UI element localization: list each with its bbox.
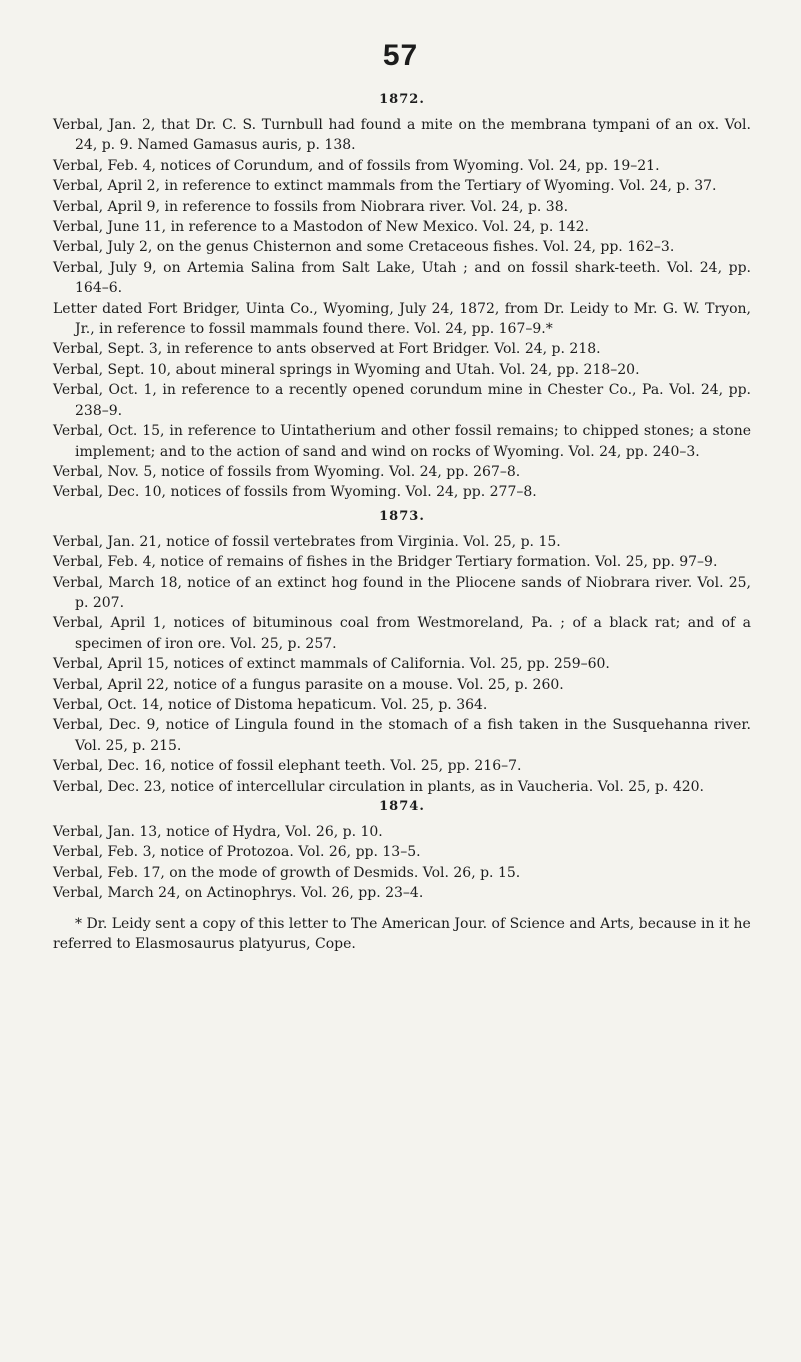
page-content [53, 90, 751, 954]
entry: Verbal, July 9, on Artemia Salina from Salt Lake, Utah ; and on fossil shark-teeth. Vol. 24, pp. 164–6. [53, 259, 751, 297]
entry: Verbal, Feb. 3, notice of Protozoa. Vol. 26, pp. 13–5. [53, 844, 421, 861]
entry: Verbal, April 2, in reference to extinct mammals from the Tertiary of Wyoming. Vol. 24, p. 37. [53, 178, 717, 195]
entry: Verbal, April 15, notices of extinct mammals of California. Vol. 25, pp. 259–60. [53, 656, 610, 673]
year-heading-1872: 1872. [379, 92, 425, 107]
entry: Verbal, Dec. 10, notices of fossils from Wyoming. Vol. 24, pp. 277–8. [53, 484, 537, 501]
entry: Verbal, Jan. 13, notice of Hydra, Vol. 26, p. 10. [53, 824, 383, 840]
entry: Verbal, Sept. 3, in reference to ants observed at Fort Bridger. Vol. 24, p. 218. [53, 341, 601, 358]
entry: Verbal, Dec. 23, notice of intercellular circulation in plants, as in Vaucheria. Vol. 25, p. 420. [53, 778, 705, 795]
entry: Verbal, July 2, on the genus Chisternon and some Cretaceous fishes. Vol. 24, pp. 162–3. [53, 239, 675, 256]
year-heading-1873: 1873. [379, 508, 425, 524]
entry: Verbal, Oct. 14, notice of Distoma hepaticum. Vol. 25, p. 364. [53, 696, 488, 713]
entry: Verbal, Sept. 10, about mineral springs in Wyoming and Utah. Vol. 24, pp. 218–20. [53, 361, 640, 378]
footnote: * Dr. Leidy sent a copy of this letter to The American Jour. of Science and Arts, because in it he referred to Elasmosaurus platyurus, Cope. [53, 915, 751, 953]
entry: Verbal, Nov. 5, notice of fossils from Wyoming. Vol. 24, pp. 267–8. [53, 463, 521, 480]
entry: Letter dated Fort Bridger, Uinta Co., Wyoming, July 24, 1872, from Dr. Leidy to Mr. G. W. Tryon, Jr., in reference to fossil mammals found there. Vol. 24, pp. 167–9.* [53, 300, 751, 338]
entry: Verbal, Oct. 15, in reference to Uintatherium and other fossil remains; to chipped stones; a stone implement; and to the action of sand and wind on rocks of Wyoming. Vol. 24, pp. 240–3. [53, 423, 751, 460]
entry: Verbal, April 22, notice of a fungus parasite on a mouse. Vol. 25, p. 260. [53, 676, 564, 693]
entry: Verbal, Oct. 1, in reference to a recently opened corundum mine in Chester Co., Pa. Vol. 24, pp. 238–9. [53, 382, 751, 419]
entry: Verbal, April 9, in reference to fossils from Niobrara river. Vol. 24, p. 38. [53, 198, 569, 215]
entry: Verbal, June 11, in reference to a Mastodon of New Mexico. Vol. 24, p. 142. [53, 219, 589, 236]
entry: Verbal, April 1, notices of bituminous coal from Westmoreland, Pa. ; of a black rat; and of a specimen of iron ore. Vol. 25, p. 257. [53, 615, 751, 652]
entry: Verbal, Dec. 16, notice of fossil elephant teeth. Vol. 25, pp. 216–7. [53, 758, 522, 775]
year-heading-1874: 1874. [379, 799, 425, 814]
entry: Verbal, Feb. 17, on the mode of growth of Desmids. Vol. 26, p. 15. [53, 864, 521, 881]
entry: Verbal, March 24, on Actinophrys. Vol. 26, pp. 23–4. [53, 885, 424, 902]
entry: Verbal, Dec. 9, notice of Lingula found in the stomach of a fish taken in the Susquehanna river. Vol. 25, p. 215. [53, 717, 751, 754]
entry: Verbal, March 18, notice of an extinct hog found in the Pliocene sands of Niobrara river. Vol. 25, p. 207. [53, 574, 751, 611]
page-number: 57 [382, 39, 419, 72]
entry: Verbal, Jan. 2, that Dr. C. S. Turnbull had found a mite on the membrana tympani of an ox. Vol. 24, p. 9. Named Gamasus auris, p. 138. [53, 117, 751, 154]
entry: Verbal, Feb. 4, notices of Corundum, and of fossils from Wyoming. Vol. 24, pp. 19–21. [53, 157, 660, 174]
entry: Verbal, Feb. 4, notice of remains of fishes in the Bridger Tertiary formation. Vol. 25, pp. 97–9. [53, 554, 718, 571]
entry: Verbal, Jan. 21, notice of fossil vertebrates from Virginia. Vol. 25, p. 15. [53, 533, 561, 550]
